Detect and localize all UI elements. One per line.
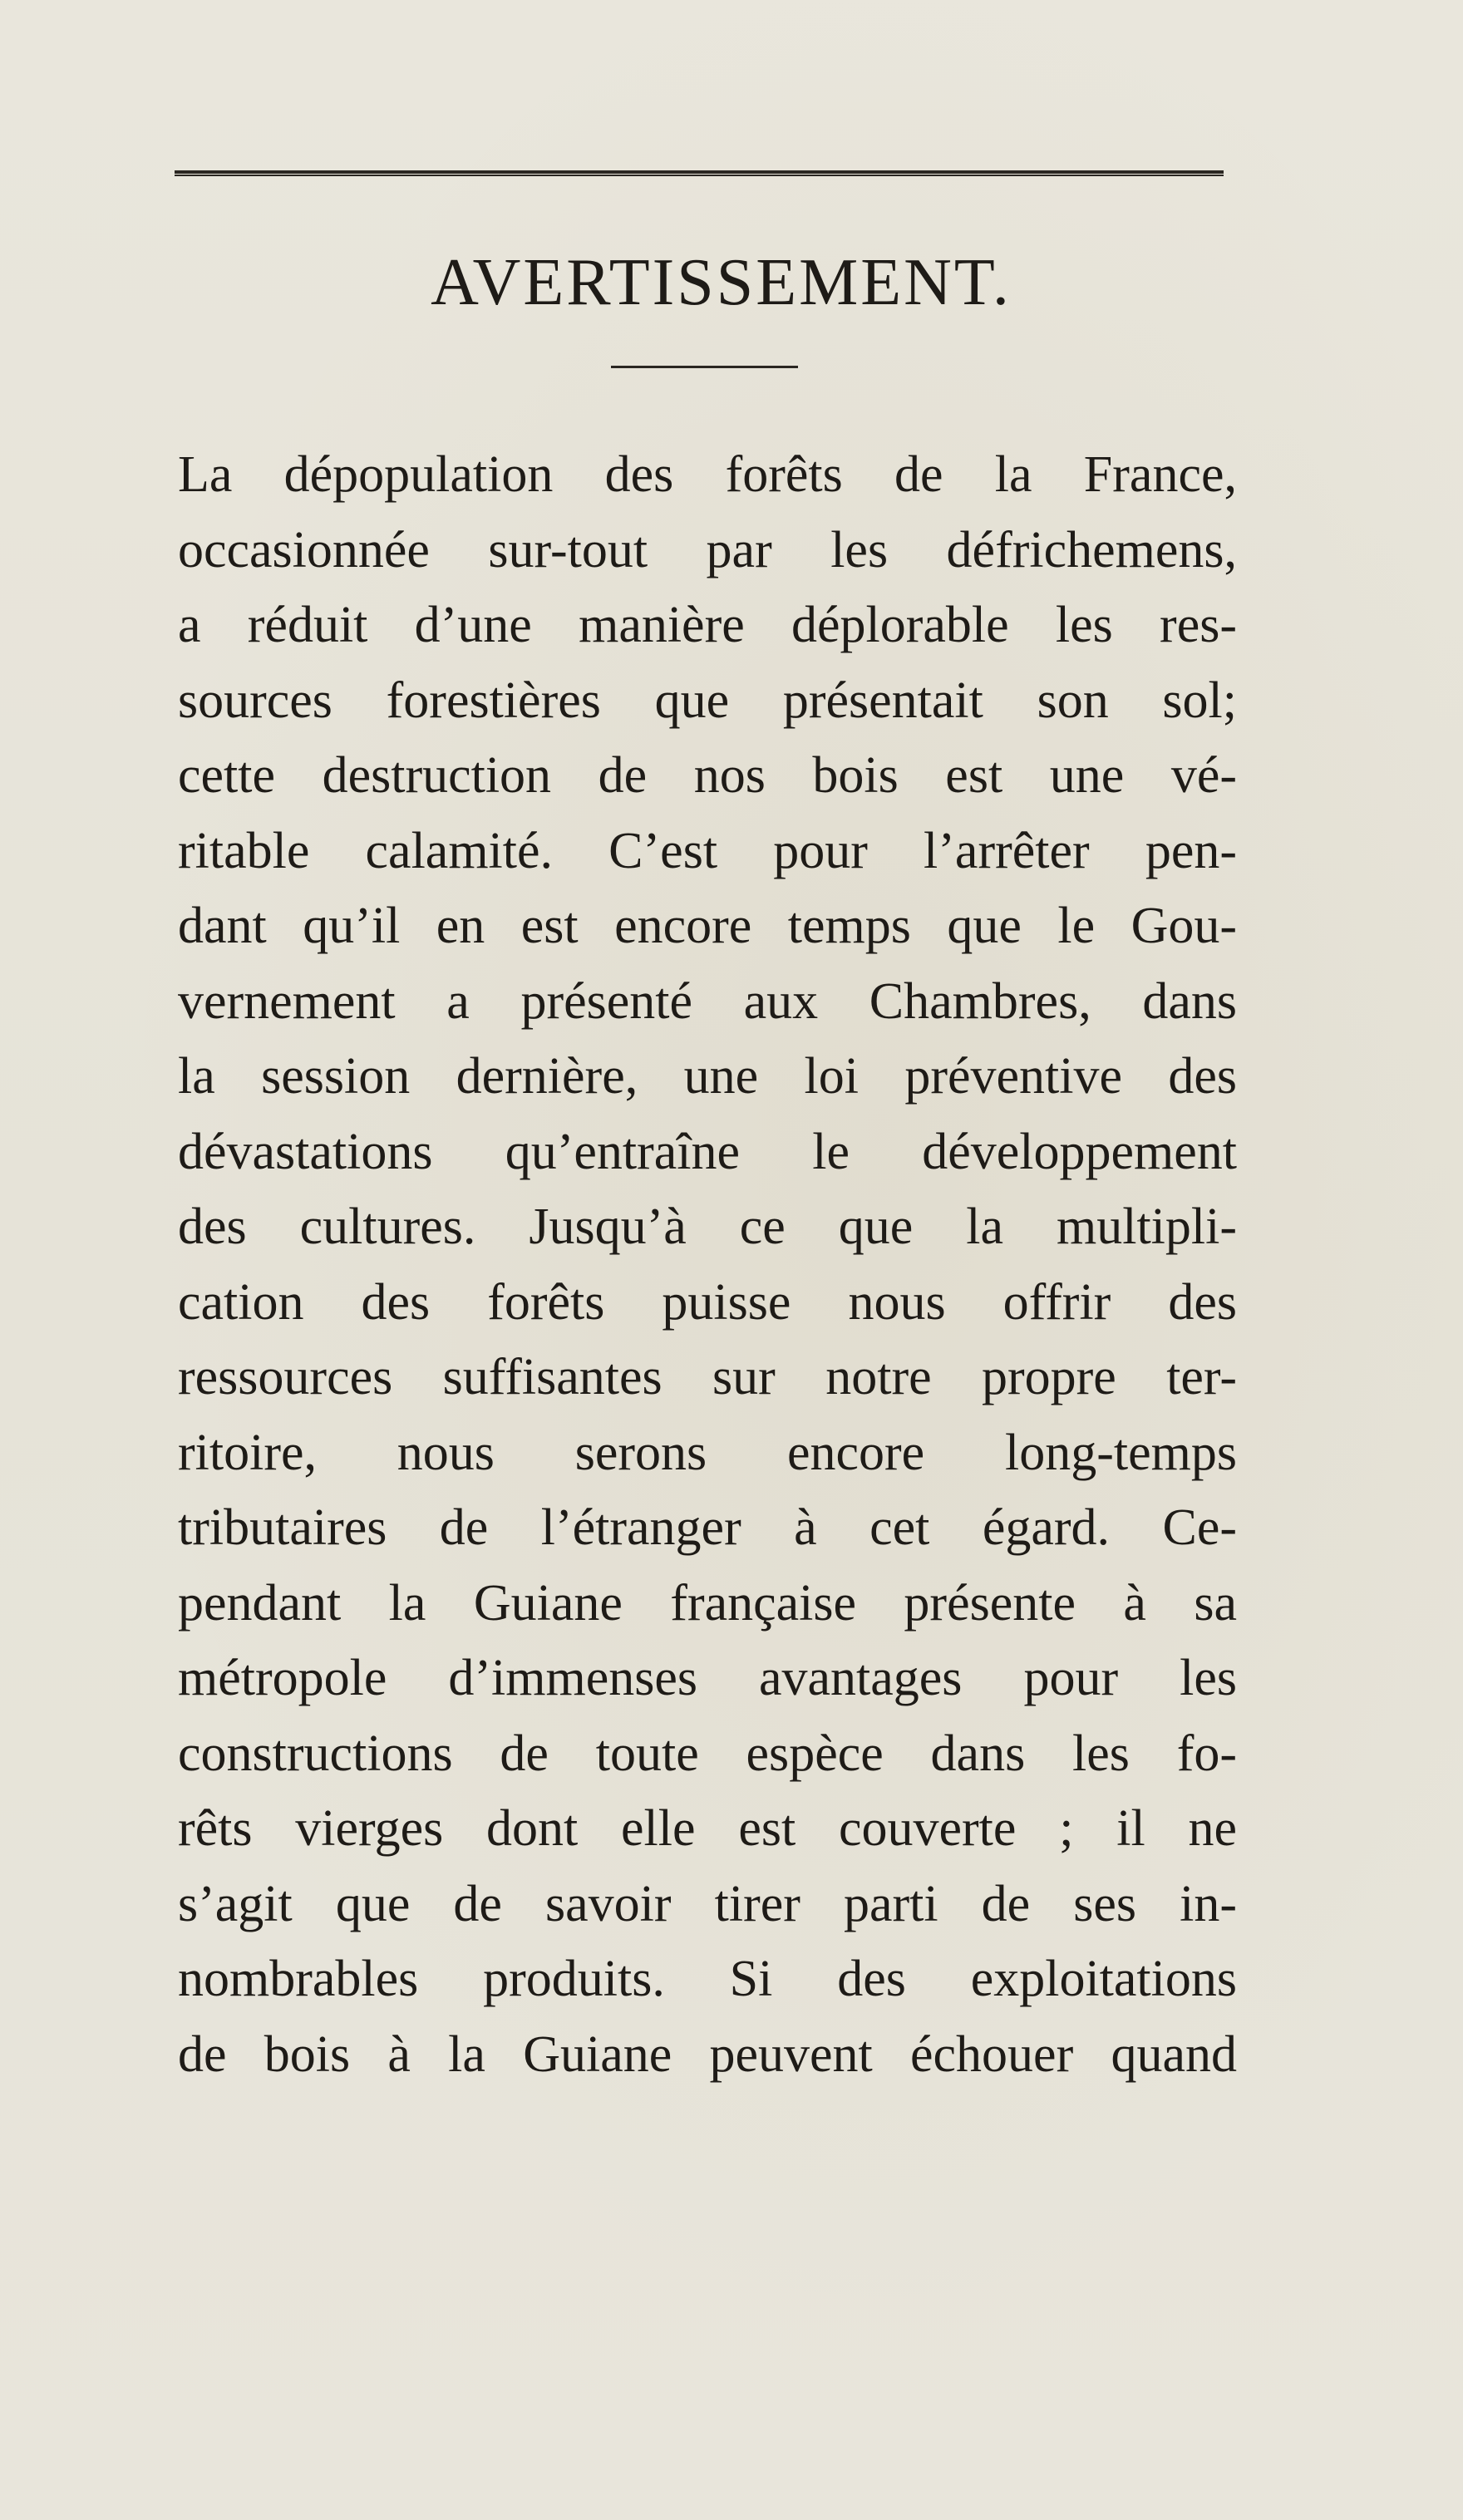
text-line: tributaires de l’étranger à cet égard. Ce-: [178, 1499, 1237, 1556]
text-line: La dépopulation des forêts de la France,: [178, 446, 1237, 503]
text-line: ressources suffisantes sur notre propre ter-: [178, 1349, 1237, 1405]
body-text: [178, 437, 1237, 2092]
text-line: ritable calamité. C’est pour l’arrêter pen-: [178, 822, 1237, 879]
text-line: vernement a présenté aux Chambres, dans: [178, 972, 1237, 1030]
header-rule: [175, 170, 1224, 176]
text-line: ritoire, nous serons encore long-temps: [178, 1424, 1237, 1481]
text-line: de bois à la Guiane peuvent échouer quand: [178, 2025, 1237, 2083]
text-line: cette destruction de nos bois est une vé-: [178, 747, 1237, 804]
page-title: AVERTISSEMENT.: [431, 246, 1012, 319]
text-line: constructions de toute espèce dans les fo-: [178, 1725, 1237, 1782]
text-line: s’agit que de savoir tirer parti de ses in-: [178, 1875, 1237, 1932]
text-line: sources forestières que présentait son sol;: [178, 672, 1237, 729]
text-line: métropole d’immenses avantages pour les: [178, 1650, 1237, 1706]
text-line: nombrables produits. Si des exploitations: [178, 1951, 1237, 2007]
text-line: dévastations qu’entraîne le développement: [178, 1123, 1237, 1180]
title-underline: [611, 366, 798, 368]
text-line: la session dernière, une loi préventive des: [178, 1048, 1237, 1105]
text-line: dant qu’il en est encore temps que le Gou-: [178, 898, 1237, 954]
text-line: rêts vierges dont elle est couverte ; il ne: [178, 1800, 1237, 1857]
text-line: a réduit d’une manière déplorable les res-: [178, 597, 1237, 653]
text-line: des cultures. Jusqu’à ce que la multipli-: [178, 1198, 1237, 1255]
text-line: cation des forêts puisse nous offrir des: [178, 1273, 1237, 1331]
text-line: occasionnée sur-tout par les défrichemens,: [178, 521, 1237, 578]
text-line: pendant la Guiane française présente à sa: [178, 1574, 1237, 1632]
